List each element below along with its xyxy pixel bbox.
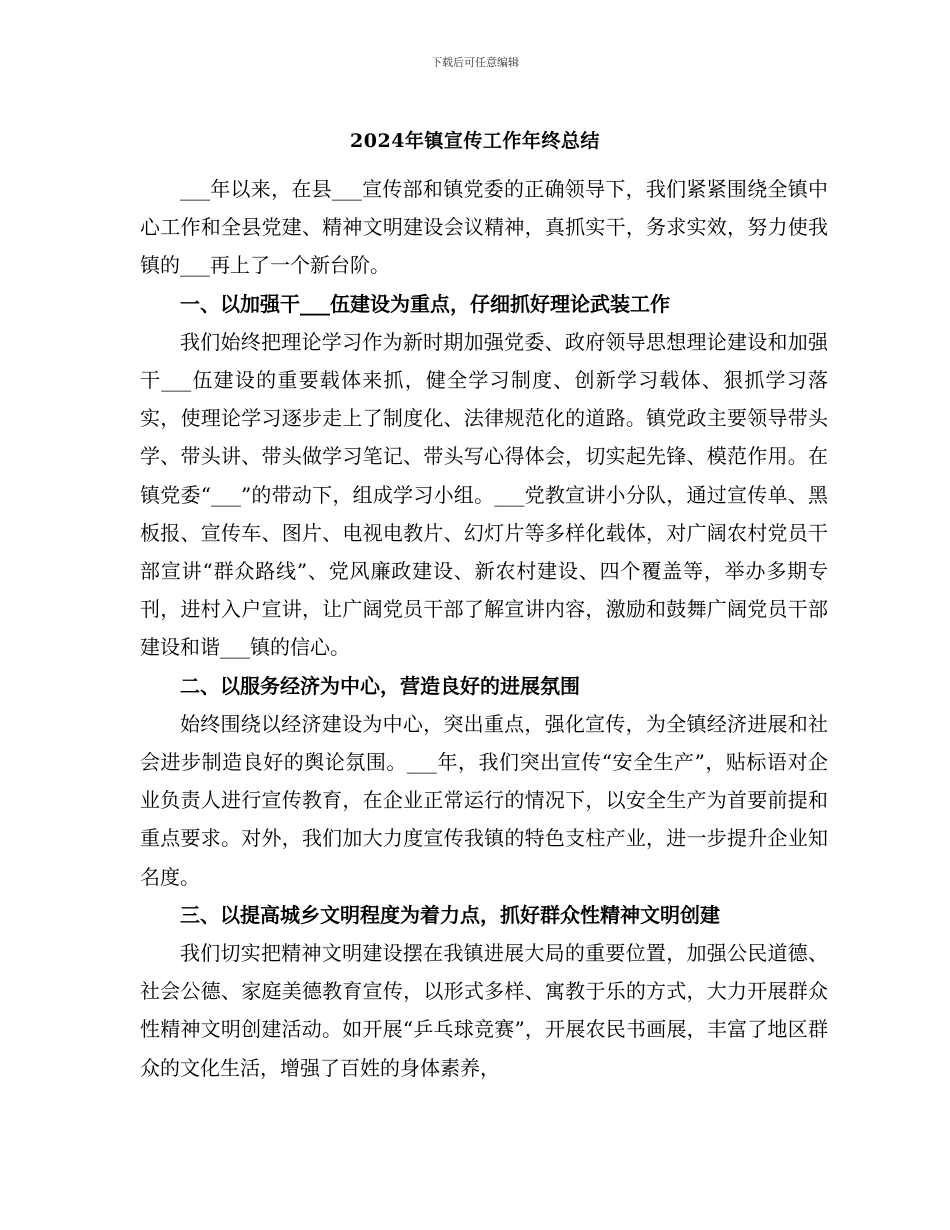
document-title: 2024年镇宣传工作年终总结 — [350, 130, 600, 152]
page-header-note: 下载后可任意编辑 — [431, 56, 519, 69]
section-paragraph-2: 始终围绕以经济建设为中心，突出重点，强化宣传，为全镇经济进展和社会进步制造良好的舆论氛围。___年，我们突出宣传“安全生产”，贴标语对企业负责人进行宣传教育，在企业正常运行的情况下，以安全生产为首要前提和重点要求。对外，我们加大力度宣传我镇的特色支柱产业，进一步提升企业知名度。 — [140, 711, 828, 889]
section-paragraph-3: 我们切实把精神文明建设摆在我镇进展大局的重要位置，加强公民道德、社会公德、家庭美德教育宣传，以形式多样、寓教于乐的方式，大力开展群众性精神文明创建活动。如开展“乒乓球竞赛”，开展农民书画展，丰富了地区群众的文化生活，增强了百姓的身体素养， — [140, 941, 828, 1080]
section-heading-1: 一、以加强干___伍建设为重点，仔细抓好理论武装工作 — [180, 291, 670, 316]
section-heading-2: 二、以服务经济为中心，营造良好的进展氛围 — [180, 673, 580, 698]
section-heading-3: 三、以提高城乡文明程度为着力点，抓好群众性精神文明创建 — [180, 902, 720, 927]
document-body — [140, 170, 828, 1087]
section-paragraph-1: 我们始终把理论学习作为新时期加强党委、政府领导思想理论建设和加强干___伍建设的重要载体来抓，健全学习制度、创新学习载体、狠抓学习落实，使理论学习逐步走上了制度化、法律规范化的道路。镇党政主要领导带头学、带头讲、带头做学习笔记、带头写心得体会，切实起先锋、模范作用。在镇党委“___”的带动下，组成学习小组。___党教宣讲小分队，通过宣传单、黑板报、宣传车、图片、电视电教片、幻灯片等多样化载体，对广阔农村党员干部宣讲“群众路线”、党风廉政建设、新农村建设、四个覆盖等，举办多期专刊，进村入户宣讲，让广阔党员干部了解宣讲内容，激励和鼓舞广阔党员干部建设和谐___镇的信心。 — [140, 329, 828, 660]
intro-paragraph: ___年以来，在县___宣传部和镇党委的正确领导下，我们紧紧围绕全镇中心工作和全县党建、精神文明建设会议精神，真抓实干，务求实效，努力使我镇的___再上了一个新台阶。 — [140, 177, 828, 278]
